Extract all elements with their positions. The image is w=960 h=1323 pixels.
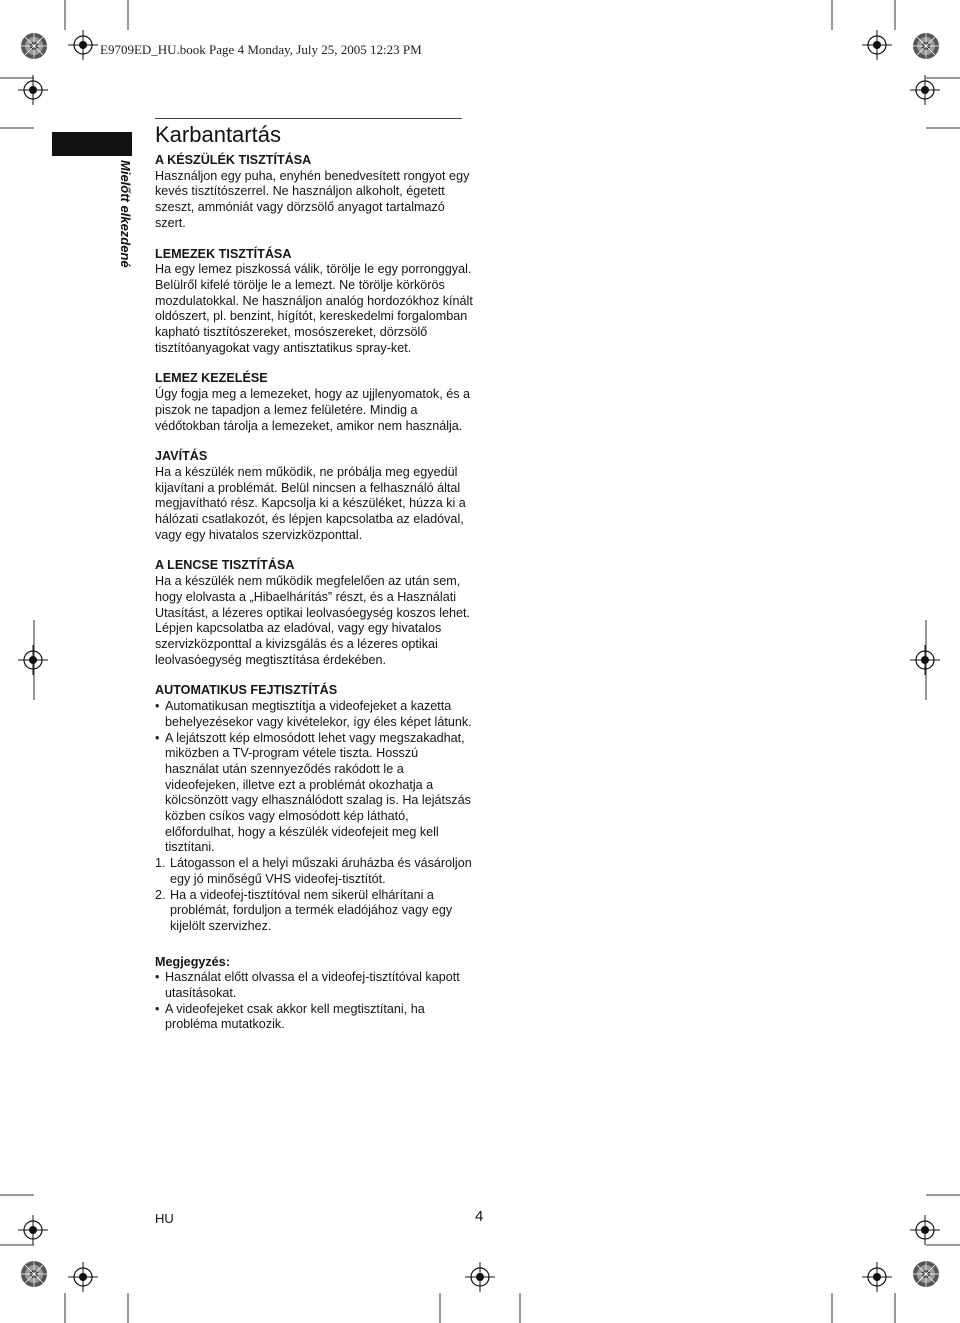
section-text: Használjon egy puha, enyhén benedvesített rongyot egy kevés tisztítószerrel. Ne használjon alkoholt, égetett szeszt, ammóniát vagy dörzsölő anyagot tartalmazó szert. [155, 168, 470, 230]
crosshair-icon [862, 1262, 892, 1292]
section-heading: LEMEZ KEZELÉSE [155, 371, 268, 386]
chapter-side-label [110, 160, 140, 280]
step-text: Ha a videofej-tisztítóval nem sikerül elhárítani a problémát, forduljon a termék eladójához vagy egy kijelölt szervizhez. [170, 887, 453, 933]
note-heading: Megjegyzés: [155, 954, 230, 969]
main-content [155, 153, 475, 1048]
title-rule [155, 118, 462, 119]
section-heading: JAVÍTÁS [155, 449, 208, 464]
section-text: Ha a készülék nem működik megfelelően az után sem, hogy elolvasta a „Hibaelhárítás” részt, és a Használati Utasítást, a lézeres optikai leolvasóegység koszos lehet. Lépjen kapcsolatba az eladóval, vagy egy hivatalos szervizközponttal a kivizsgálás és a lézeres optikai leolvasóegység megtisztítása érdekében. [155, 574, 471, 667]
list-item: • Automatikusan megtisztítja a videofejeket a kazetta behelyezésekor vagy kivételekor, így éles képet látunk. [155, 699, 475, 730]
section-text: Úgy fogja meg a lemezeket, hogy az ujjlenyomatok, és a piszok ne tapadjon a lemez felületére. Mindig a védőtokban tárolja a lemezeket, amikor nem használja. [155, 387, 471, 433]
section-heading: AUTOMATIKUS FEJTISZTÍTÁS [155, 683, 338, 698]
section-repair [155, 449, 475, 543]
numbered-item [155, 888, 475, 935]
section-auto-head-cleaning [155, 683, 475, 934]
numbered-list [155, 856, 475, 935]
crosshair-icon [68, 1262, 98, 1292]
crosshair-icon [910, 75, 940, 105]
section-device-cleaning [155, 153, 475, 232]
bullet-list [155, 699, 475, 856]
section-text: Ha a készülék nem működik, ne próbálja meg egyedül kijavítani a problémát. Belül nincsen a felhasználó által megjavítható rész. Kapcsolja ki a készüléket, húzza ki a hálózati csatlakozót, és lépjen kapcsolatba az eladóval, vagy egy hivatalos szervizközponttal. [155, 464, 466, 542]
page-title: Karbantartás [155, 122, 281, 147]
registration-mark-icon [18, 30, 50, 62]
section-disc-handling [155, 371, 475, 434]
crosshair-icon [18, 75, 48, 105]
chapter-side-label-text: Mielőtt elkezdené [118, 160, 133, 268]
registration-mark-icon [18, 1258, 50, 1290]
crosshair-icon [910, 645, 940, 675]
section-disc-cleaning [155, 247, 475, 357]
section-text: Ha egy lemez piszkossá válik, törölje le egy porronggyal. Belülről kifelé törölje le a lemezt. Ne törölje körkörös mozdulatokkal. Ne használjon analóg hordozókhoz kínált oldószert, pl. benzint, hígítót, kereskedelmi forgalomban kapható tisztítószereket, mosószereket, dörzsölő tisztítóanyagokat vagy antisztatikus spray-ket. [155, 262, 473, 355]
section-heading: LEMEZEK TISZTÍTÁSA [155, 246, 292, 261]
note-list [155, 970, 475, 1033]
book-header-line: E9709ED_HU.book Page 4 Monday, July 25, 2005 12:23 PM [100, 42, 422, 57]
section-note [155, 955, 475, 1034]
list-item: • A videofejeket csak akkor kell megtisztítani, ha probléma mutatkozik. [155, 1002, 475, 1033]
list-item: • Használat előtt olvassa el a videofej-tisztítóval kapott utasításokat. [155, 970, 475, 1001]
crosshair-icon [465, 1262, 495, 1292]
registration-mark-icon [910, 1258, 942, 1290]
section-lens-cleaning [155, 558, 475, 668]
crosshair-icon [18, 1215, 48, 1245]
page-number: 4 [475, 1208, 484, 1225]
registration-mark-icon [910, 30, 942, 62]
crosshair-icon [910, 1215, 940, 1245]
crosshair-icon [18, 645, 48, 675]
footer-language: HU [155, 1211, 174, 1226]
section-heading: A LENCSE TISZTÍTÁSA [155, 558, 295, 573]
step-number: 2. [155, 887, 166, 902]
crosshair-icon [68, 30, 98, 60]
step-text: Látogasson el a helyi műszaki áruházba és vásároljon egy jó minőségű VHS videofej-tisztítót. [170, 856, 472, 886]
list-item: • A lejátszott kép elmosódott lehet vagy megszakadhat, miközben a TV-program vétele tiszta. Hosszú használat után szennyeződés rakódott le a videofejeken, illetve ezt a problémát okozhatja a kölcsönzött vagy elhasználódott szalag is. Ha lejátszás közben csíkos vagy elmosódott kép látható, előfordulhat, hogy a készülék videofejeit meg kell tisztítani. [155, 731, 475, 857]
section-heading: A KÉSZÜLÉK TISZTÍTÁSA [155, 153, 312, 167]
chapter-tab [52, 132, 132, 156]
step-number: 1. [155, 856, 166, 871]
crosshair-icon [862, 30, 892, 60]
numbered-item [155, 856, 475, 887]
